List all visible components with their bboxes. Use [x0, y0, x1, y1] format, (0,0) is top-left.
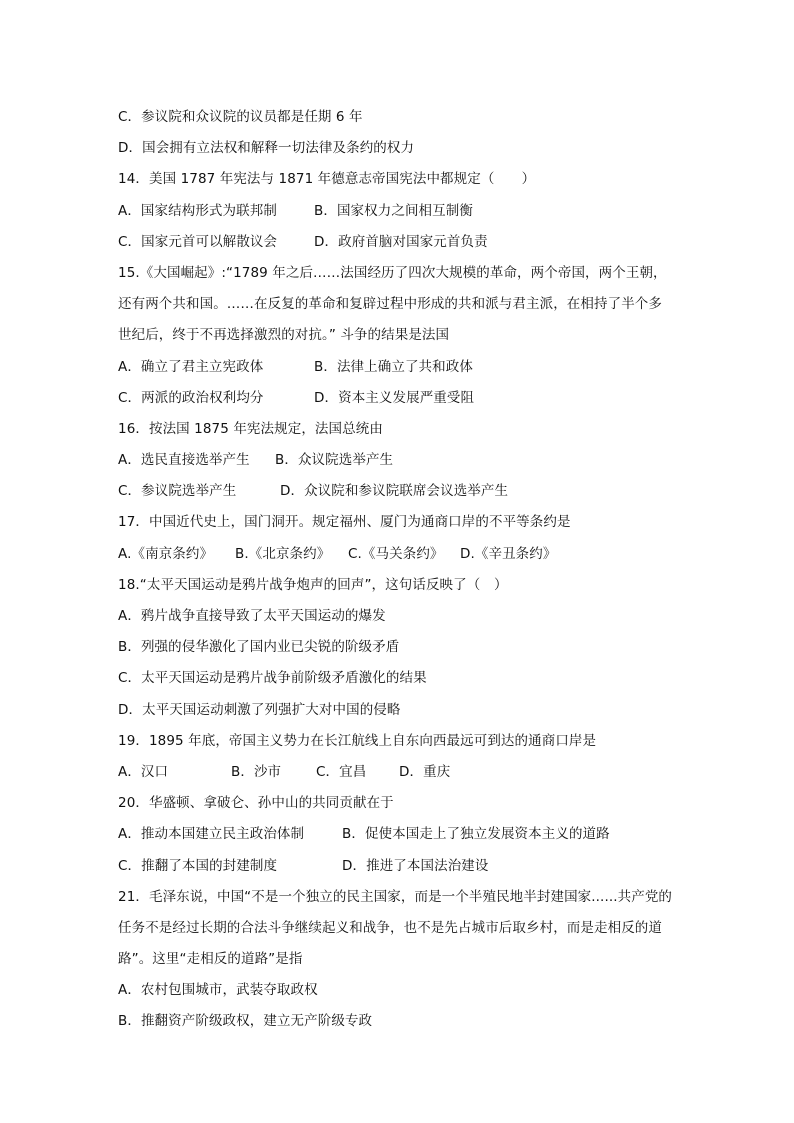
- q13-option-c: C．参议院和众议院的议员都是任期 6 年: [118, 109, 363, 125]
- q17-option-d: D.《辛丑条约》: [460, 545, 557, 562]
- q21-option-a: A．农村包围城市，武装夺取政权: [118, 982, 318, 999]
- q17-option-c: C.《马关条约》: [348, 545, 444, 562]
- q19-options-row: [118, 757, 688, 788]
- q19-question: 19．1895 年底，帝国主义势力在长江航线上自东向西最远可到达的通商口岸是: [118, 732, 597, 749]
- q20-option-b: B．促使本国走上了独立发展资本主义的道路: [342, 826, 610, 843]
- q17-options-row: [118, 539, 688, 570]
- q21-option-b: B．推翻资产阶级政权，建立无产阶级专政: [118, 1013, 373, 1030]
- q15-options-row2: [118, 383, 688, 414]
- q14-option-c: C．国家元首可以解散议会: [118, 233, 278, 250]
- q15-question-line1: 15.《大国崛起》:“1789 年之后……法国经历了四次大规模的革命，两个帝国，两个王朝，: [118, 264, 667, 281]
- q20-options-row2: [118, 851, 688, 882]
- q18-question: 18.“太平天国运动是鸦片战争炮声的回声”，这句话反映了（ ）: [118, 576, 508, 593]
- q13-option-d: D．国会拥有立法权和解释一切法律及条约的权力: [118, 140, 415, 157]
- q20-option-c: C．推翻了本国的封建制度: [118, 857, 278, 874]
- q16-options-row1: [118, 445, 688, 476]
- q15-option-c: C．两派的政治权利均分: [118, 389, 264, 406]
- q14-option-a: A．国家结构形式为联邦制: [118, 202, 277, 219]
- q16-question: 16．按法国 1875 年宪法规定，法国总统由: [118, 420, 383, 437]
- q14-options-row2: [118, 227, 688, 258]
- q20-question: 20．华盛顿、拿破仑、孙中山的共同贡献在于: [118, 795, 394, 812]
- q18-option-b: B．列强的侵华激化了国内业已尖锐的阶级矛盾: [118, 639, 400, 656]
- q19-option-b: B．沙市: [231, 763, 282, 780]
- q14-options-row1: [118, 196, 688, 227]
- q14-question: 14．美国 1787 年宪法与 1871 年德意志帝国宪法中都规定（ ）: [118, 171, 536, 188]
- q16-options-row2: [118, 476, 688, 507]
- q15-option-d: D．资本主义发展严重受阻: [314, 389, 475, 406]
- q15-options-row1: [118, 352, 688, 383]
- q20-options-row1: [118, 819, 688, 850]
- q19-option-c: C．宜昌: [316, 763, 367, 780]
- q21-question-line2: 任务不是经过长期的合法斗争继续起义和战争，也不是先占城市后取乡村，而是走相反的道: [118, 919, 662, 936]
- q15-option-b: B．法律上确立了共和政体: [314, 358, 473, 375]
- q18-option-c: C．太平天国运动是鸦片战争前阶级矛盾激化的结果: [118, 670, 427, 687]
- q18-option-a: A．鸦片战争直接导致了太平天国运动的爆发: [118, 608, 386, 624]
- q14-option-b: B．国家权力之间相互制衡: [314, 202, 473, 219]
- q18-option-d: D．太平天国运动刺激了列强扩大对中国的侵略: [118, 701, 401, 718]
- q19-option-d: D．重庆: [399, 763, 451, 780]
- q16-option-b: B．众议院选举产生: [275, 452, 394, 469]
- q16-option-a: A．选民直接选举产生: [118, 452, 250, 469]
- q17-question: 17．中国近代史上，国门洞开。规定福州、厦门为通商口岸的不平等条约是: [118, 514, 571, 531]
- exam-page: [118, 102, 688, 1038]
- q19-option-a: A．汉口: [118, 763, 169, 780]
- q16-option-c: C．参议院选举产生: [118, 483, 237, 500]
- q15-option-a: A．确立了君主立宪政体: [118, 358, 264, 375]
- q16-option-d: D．众议院和参议院联席会议选举产生: [280, 483, 509, 500]
- q17-option-a: A.《南京条约》: [118, 545, 214, 562]
- q15-question-line2: 还有两个共和国。……在反复的革命和复辟过程中形成的共和派与君主派，在相持了半个多: [118, 296, 662, 313]
- q17-option-b: B.《北京条约》: [235, 545, 331, 562]
- q20-option-a: A．推动本国建立民主政治体制: [118, 826, 305, 843]
- q21-question-line3: 路”。这里“走相反的道路”是指: [118, 951, 303, 968]
- q15-question-line3: 世纪后，终于不再选择激烈的对抗。” 斗争的结果是法国: [118, 327, 450, 344]
- q20-option-d: D．推进了本国法治建设: [342, 857, 489, 874]
- q14-option-d: D．政府首脑对国家元首负责: [314, 233, 488, 250]
- q21-question-line1: 21．毛泽东说，中国“不是一个独立的民主国家，而是一个半殖民地半封建国家......共产党的: [118, 888, 673, 905]
